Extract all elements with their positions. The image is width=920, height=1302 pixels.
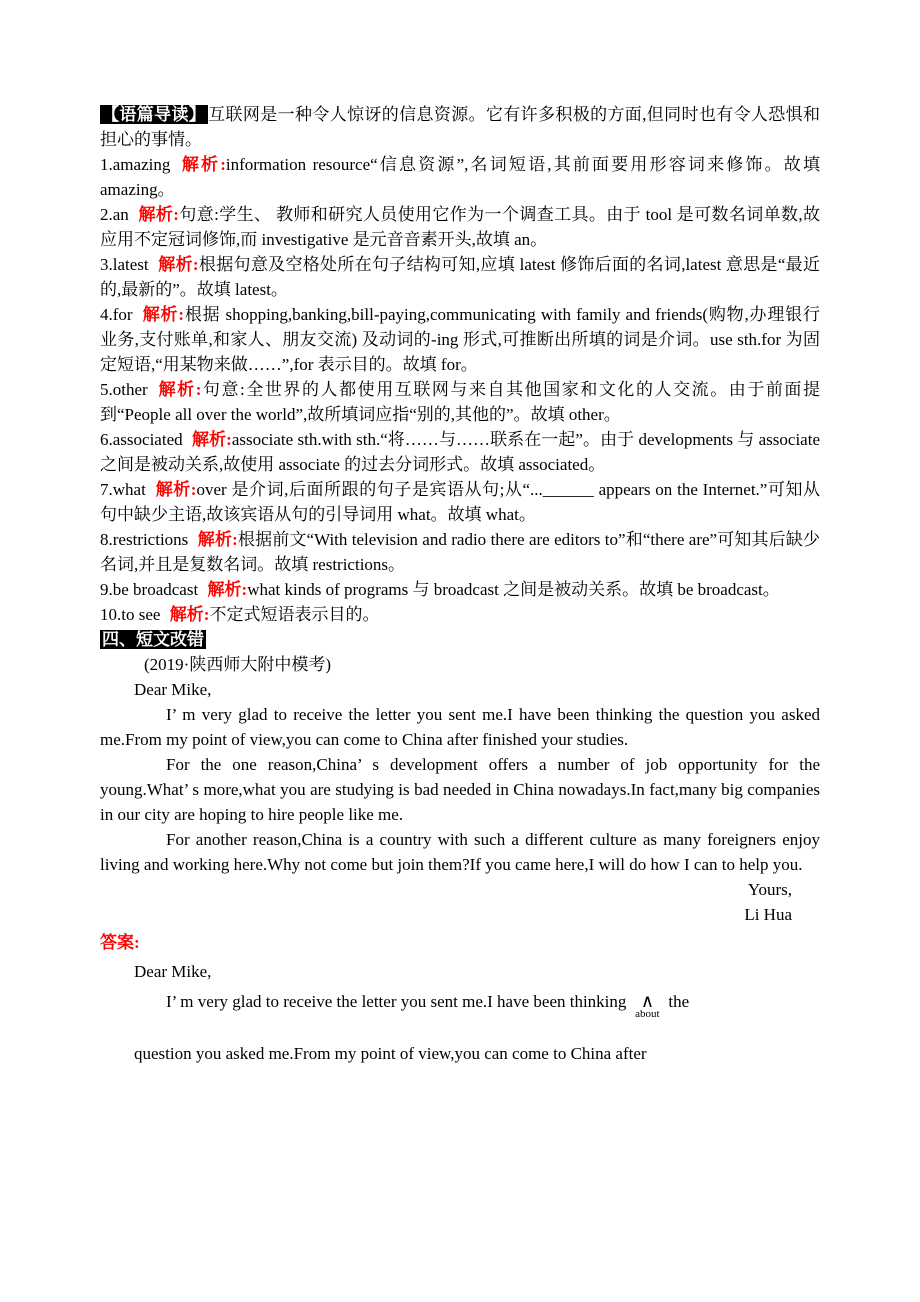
letter-paragraph-2: For the one reason,China’ s development offers a number of job opportunity for the young.What’ s more,what you are studying is bad needed in China nowadays.In fact,many big companies in our city are hoping to hire people like me. <box>100 755 820 824</box>
analysis-label: 解析: <box>169 605 210 624</box>
analysis-text: over 是介词,后面所跟的句子是宾语从句;从“...______ appears on the Internet.”可知从句中缺少主语,故该宾语从句的引导词用 what。故填 what。 <box>100 480 821 524</box>
letter-paragraph-3: For another reason,China is a country with such a different culture as many foreigners enjoy living and working here.Why not come but join them?If you came here,I will do how I can to help you. <box>100 830 820 874</box>
corrected-letter-line-1 <box>134 989 820 1020</box>
intro-paragraph <box>100 102 820 152</box>
analysis-item-5 <box>100 377 820 427</box>
analysis-item-3 <box>100 252 820 302</box>
analysis-label: 解析: <box>191 430 232 449</box>
intro-label: 【语篇导读】 <box>102 105 207 124</box>
letter-salutation: Dear Mike, <box>134 680 212 699</box>
analysis-text: 根据句意及空格处所在句子结构可知,应填 latest 修饰后面的名词,latest 意思是“最近的,最新的”。故填 latest。 <box>100 255 820 299</box>
analysis-item-6 <box>100 427 820 477</box>
answer-label: 答案: <box>100 933 140 952</box>
analysis-item-2 <box>100 202 820 252</box>
insertion-annotation <box>626 989 668 1020</box>
letter-signature: Li Hua <box>744 905 792 924</box>
analysis-text: 根据前文“With television and radio there are editors to”和“there are”可知其后缺少名词,并且是复数名词。故填 restrictions。 <box>100 530 820 574</box>
analysis-text: what kinds of programs 与 broadcast 之间是被动关系。故填 be broadcast。 <box>247 580 780 599</box>
item-answer: 2.an <box>100 205 129 224</box>
letter-closing: Yours, <box>747 880 792 899</box>
analysis-item-7 <box>100 477 820 527</box>
item-answer: 8.restrictions <box>100 530 189 549</box>
analysis-text: information resource“信息资源”,名词短语,其前面要用形容词来修饰。故填 amazing。 <box>100 155 820 199</box>
corrected-text-before: I’ m very glad to receive the letter you sent me.I have been thinking <box>166 992 627 1011</box>
section-title: 四、短文改错 <box>102 630 204 649</box>
corrected-letter-line-2: question you asked me.From my point of view,you can come to China after <box>134 1044 647 1063</box>
letter-paragraph-1: I’ m very glad to receive the letter you sent me.I have been thinking the question you asked me.From my point of view,you can come to China after finished your studies. <box>100 705 820 749</box>
analysis-item-9 <box>100 577 820 602</box>
insertion-caret-icon: ∧ <box>640 991 654 1011</box>
analysis-label: 解析: <box>207 580 248 599</box>
analysis-label: 解析: <box>197 530 238 549</box>
corrected-text-after: the <box>668 992 690 1011</box>
intro-text: 互联网是一种令人惊讶的信息资源。它有许多积极的方面,但同时也有令人恐惧和担心的事情。 <box>100 105 821 149</box>
analysis-text: 不定式短语表示目的。 <box>209 605 380 624</box>
item-answer: 4.for <box>100 305 133 324</box>
item-answer: 9.be broadcast <box>100 580 199 599</box>
section-heading <box>100 627 820 652</box>
analysis-text: 句意:学生、 教师和研究人员使用它作为一个调查工具。由于 tool 是可数名词单数,故应用不定冠词修饰,而 investigative 是元音音素开头,故填 an。 <box>100 205 820 249</box>
analysis-text: 根据 shopping,banking,bill-paying,communicating with family and friends(购物,办理银行业务,支付账单,和家人、朋友交流) 及动词的-ing 形式,可推断出所填的词是介词。use sth.for 为固定短语,“用某物来做……”,for 表示目的。故填 for。 <box>100 305 820 374</box>
analysis-label: 解析: <box>179 155 226 174</box>
analysis-label: 解析: <box>141 305 185 324</box>
item-answer: 6.associated <box>100 430 183 449</box>
item-answer: 10.to see <box>100 605 161 624</box>
insertion-word: about <box>635 1008 660 1020</box>
analysis-label: 解析: <box>138 205 179 224</box>
analysis-text: 句意:全世界的人都使用互联网与来自其他国家和文化的人交流。由于前面提到“People all over the world”,故所填词应指“别的,其他的”。故填 other。 <box>100 380 820 424</box>
analysis-text: associate sth.with sth.“将……与……联系在一起”。由于 developments 与 associate 之间是被动关系,故使用 associate 的过去分词形式。故填 associated。 <box>100 430 820 474</box>
item-answer: 1.amazing <box>100 155 171 174</box>
analysis-label: 解析: <box>157 380 202 399</box>
analysis-item-4 <box>100 302 820 377</box>
analysis-item-10 <box>100 602 820 627</box>
item-answer: 7.what <box>100 480 146 499</box>
item-answer: 3.latest <box>100 255 149 274</box>
item-answer: 5.other <box>100 380 148 399</box>
analysis-item-8 <box>100 527 820 577</box>
exam-source: (2019·陕西师大附中模考) <box>144 655 331 674</box>
analysis-label: 解析: <box>157 255 199 274</box>
corrected-letter-salutation: Dear Mike, <box>134 962 212 981</box>
analysis-label: 解析: <box>155 480 197 499</box>
analysis-item-1 <box>100 152 820 202</box>
